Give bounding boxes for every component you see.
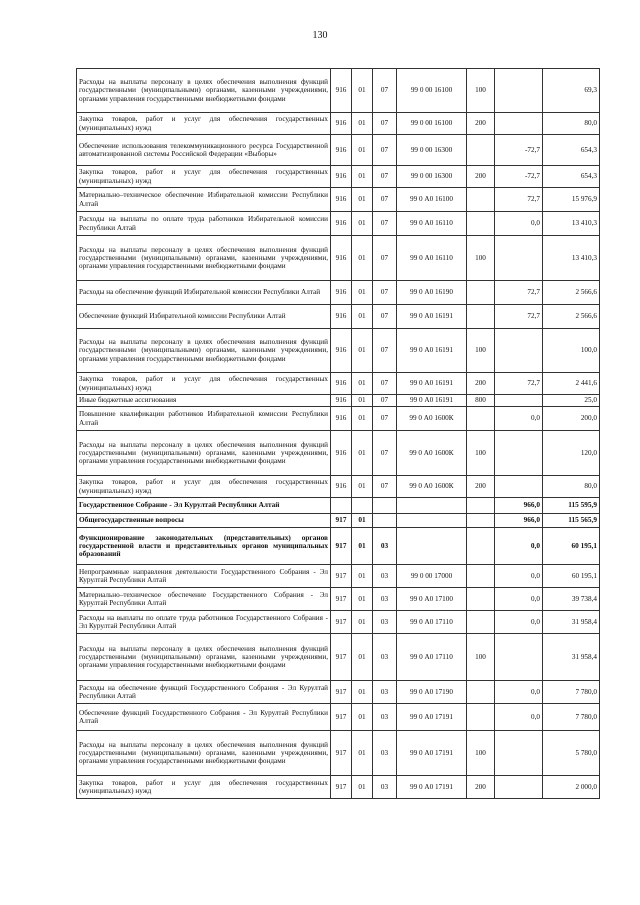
row-vr-cell — [467, 407, 495, 431]
row-change-cell — [495, 431, 543, 476]
row-name-cell: Расходы на выплаты по оплате труда работников Избирательной комиссии Республики Алтай — [77, 212, 331, 236]
table-row — [77, 634, 600, 681]
row-rz-cell: 01 — [352, 188, 373, 212]
budget-table-body — [77, 69, 600, 799]
table-row — [77, 476, 600, 498]
row-ved-cell: 916 — [331, 188, 352, 212]
row-pr-cell: 07 — [373, 113, 397, 135]
table-row — [77, 305, 600, 329]
row-sum-cell: 25,0 — [543, 395, 600, 407]
row-ved-cell: 916 — [331, 166, 352, 188]
row-ved-cell: 917 — [331, 528, 352, 565]
row-pr-cell — [373, 498, 397, 514]
row-vr-cell: 100 — [467, 634, 495, 681]
row-pr-cell: 07 — [373, 236, 397, 281]
row-ved-cell: 917 — [331, 681, 352, 704]
row-sum-cell: 15 976,9 — [543, 188, 600, 212]
row-csr-cell: 99 0 А0 16191 — [397, 373, 467, 395]
row-rz-cell: 01 — [352, 166, 373, 188]
row-rz-cell: 01 — [352, 329, 373, 373]
table-row — [77, 611, 600, 634]
table-row — [77, 731, 600, 776]
row-sum-cell: 13 410,3 — [543, 236, 600, 281]
table-row — [77, 135, 600, 166]
row-vr-cell: 100 — [467, 236, 495, 281]
row-change-cell: 0,0 — [495, 212, 543, 236]
row-change-cell — [495, 113, 543, 135]
row-change-cell: 966,0 — [495, 498, 543, 514]
row-csr-cell: 99 0 00 16100 — [397, 113, 467, 135]
row-change-cell: -72,7 — [495, 166, 543, 188]
row-sum-cell: 2 000,0 — [543, 776, 600, 799]
table-row — [77, 514, 600, 528]
row-pr-cell: 07 — [373, 305, 397, 329]
row-vr-cell — [467, 281, 495, 305]
row-pr-cell: 03 — [373, 776, 397, 799]
table-row — [77, 373, 600, 395]
row-pr-cell: 03 — [373, 588, 397, 611]
row-change-cell — [495, 329, 543, 373]
row-vr-cell: 200 — [467, 776, 495, 799]
row-sum-cell: 80,0 — [543, 476, 600, 498]
table-row — [77, 166, 600, 188]
row-name-cell: Расходы на выплаты персоналу в целях обеспечения выполнения функций государственными (муниципальными) органами, казенными учреждениями, органами управления государственными внебюджетными фондами — [77, 236, 331, 281]
row-csr-cell: 99 0 00 16300 — [397, 135, 467, 166]
row-name-cell: Закупка товаров, работ и услуг для обеспечения государственных (муниципальных) нужд — [77, 776, 331, 799]
row-vr-cell: 100 — [467, 731, 495, 776]
row-ved-cell: 916 — [331, 431, 352, 476]
row-pr-cell: 07 — [373, 166, 397, 188]
table-row — [77, 407, 600, 431]
table-row — [77, 113, 600, 135]
row-pr-cell: 07 — [373, 395, 397, 407]
row-change-cell — [495, 69, 543, 113]
row-pr-cell: 03 — [373, 731, 397, 776]
row-change-cell: 0,0 — [495, 681, 543, 704]
table-row — [77, 188, 600, 212]
row-vr-cell: 200 — [467, 166, 495, 188]
row-csr-cell: 99 0 А0 17110 — [397, 611, 467, 634]
row-rz-cell: 01 — [352, 431, 373, 476]
row-change-cell: 0,0 — [495, 704, 543, 731]
row-sum-cell: 2 566,6 — [543, 305, 600, 329]
row-pr-cell: 03 — [373, 611, 397, 634]
row-vr-cell: 200 — [467, 373, 495, 395]
row-sum-cell: 31 958,4 — [543, 611, 600, 634]
row-sum-cell: 39 738,4 — [543, 588, 600, 611]
row-csr-cell: 99 0 А0 16191 — [397, 305, 467, 329]
row-name-cell: Расходы на выплаты персоналу в целях обеспечения выполнения функций государственными (муниципальными) органами, казенными учреждениями, органами управления государственными внебюджетными фондами — [77, 634, 331, 681]
row-vr-cell — [467, 135, 495, 166]
row-name-cell: Иные бюджетные ассигнования — [77, 395, 331, 407]
row-ved-cell: 917 — [331, 776, 352, 799]
row-csr-cell: 99 0 А0 16100 — [397, 188, 467, 212]
row-ved-cell: 917 — [331, 731, 352, 776]
row-rz-cell: 01 — [352, 69, 373, 113]
row-vr-cell — [467, 611, 495, 634]
row-ved-cell: 916 — [331, 113, 352, 135]
row-pr-cell: 07 — [373, 135, 397, 166]
row-vr-cell — [467, 188, 495, 212]
row-ved-cell — [331, 498, 352, 514]
row-sum-cell: 2 441,6 — [543, 373, 600, 395]
row-sum-cell: 115 565,9 — [543, 514, 600, 528]
table-row — [77, 395, 600, 407]
row-name-cell: Расходы на обеспечение функций Избирательной комиссии Республики Алтай — [77, 281, 331, 305]
row-rz-cell: 01 — [352, 634, 373, 681]
row-csr-cell: 99 0 А0 16191 — [397, 395, 467, 407]
table-row — [77, 69, 600, 113]
row-csr-cell — [397, 498, 467, 514]
row-sum-cell: 654,3 — [543, 166, 600, 188]
row-pr-cell: 03 — [373, 704, 397, 731]
row-name-cell: Расходы на выплаты персоналу в целях обеспечения выполнения функций государственными (муниципальными) органами, казенными учреждениями, органами управления государственными внебюджетными фондами — [77, 329, 331, 373]
row-change-cell: 72,7 — [495, 305, 543, 329]
row-rz-cell: 01 — [352, 565, 373, 588]
row-change-cell: 0,0 — [495, 588, 543, 611]
row-sum-cell: 2 566,6 — [543, 281, 600, 305]
row-name-cell: Расходы на выплаты персоналу в целях обеспечения выполнения функций государственными (муниципальными) органами, казенными учреждениями, органами управления государственными внебюджетными фондами — [77, 731, 331, 776]
row-name-cell: Непрограммные направления деятельности Государственного Собрания - Эл Курултай Республики Алтай — [77, 565, 331, 588]
row-ved-cell: 917 — [331, 634, 352, 681]
row-pr-cell — [373, 514, 397, 528]
row-name-cell: Государственное Собрание - Эл Курултай Республики Алтай — [77, 498, 331, 514]
row-pr-cell: 07 — [373, 69, 397, 113]
row-sum-cell: 5 780,0 — [543, 731, 600, 776]
row-name-cell: Закупка товаров, работ и услуг для обеспечения государственных (муниципальных) нужд — [77, 373, 331, 395]
row-ved-cell: 917 — [331, 565, 352, 588]
row-vr-cell: 200 — [467, 476, 495, 498]
row-change-cell — [495, 395, 543, 407]
row-sum-cell: 13 410,3 — [543, 212, 600, 236]
row-rz-cell: 01 — [352, 135, 373, 166]
row-vr-cell — [467, 528, 495, 565]
row-change-cell: 72,7 — [495, 281, 543, 305]
row-vr-cell — [467, 681, 495, 704]
row-sum-cell: 69,3 — [543, 69, 600, 113]
row-sum-cell: 115 595,9 — [543, 498, 600, 514]
row-rz-cell: 01 — [352, 681, 373, 704]
row-vr-cell: 100 — [467, 69, 495, 113]
row-pr-cell: 03 — [373, 528, 397, 565]
row-change-cell: 0,0 — [495, 565, 543, 588]
row-pr-cell: 07 — [373, 476, 397, 498]
row-ved-cell: 916 — [331, 69, 352, 113]
row-sum-cell: 31 958,4 — [543, 634, 600, 681]
row-csr-cell — [397, 514, 467, 528]
row-csr-cell: 99 0 А0 16190 — [397, 281, 467, 305]
row-name-cell: Общегосударственные вопросы — [77, 514, 331, 528]
row-csr-cell: 99 0 А0 17110 — [397, 634, 467, 681]
row-change-cell — [495, 476, 543, 498]
row-change-cell — [495, 731, 543, 776]
row-ved-cell: 916 — [331, 135, 352, 166]
row-pr-cell: 03 — [373, 565, 397, 588]
row-change-cell: 0,0 — [495, 611, 543, 634]
row-ved-cell: 916 — [331, 395, 352, 407]
row-pr-cell: 07 — [373, 188, 397, 212]
row-csr-cell: 99 0 А0 17100 — [397, 588, 467, 611]
row-csr-cell: 99 0 А0 1600К — [397, 407, 467, 431]
row-ved-cell: 916 — [331, 407, 352, 431]
row-change-cell: 72,7 — [495, 373, 543, 395]
row-pr-cell: 07 — [373, 281, 397, 305]
row-change-cell: 0,0 — [495, 407, 543, 431]
row-change-cell — [495, 634, 543, 681]
row-vr-cell: 100 — [467, 329, 495, 373]
row-csr-cell: 99 0 А0 16110 — [397, 212, 467, 236]
row-pr-cell: 07 — [373, 329, 397, 373]
row-name-cell: Обеспечение использования телекоммуникационного ресурса Государственной автоматизированной системы Российской Федерации «Выборы» — [77, 135, 331, 166]
row-rz-cell: 01 — [352, 704, 373, 731]
row-ved-cell: 916 — [331, 281, 352, 305]
row-ved-cell: 916 — [331, 329, 352, 373]
table-row — [77, 588, 600, 611]
row-vr-cell — [467, 588, 495, 611]
row-ved-cell: 917 — [331, 611, 352, 634]
row-name-cell: Обеспечение функций Государственного Собрания - Эл Курултай Республики Алтай — [77, 704, 331, 731]
row-csr-cell: 99 0 А0 17191 — [397, 704, 467, 731]
row-vr-cell — [467, 704, 495, 731]
table-row — [77, 681, 600, 704]
row-pr-cell: 07 — [373, 431, 397, 476]
row-csr-cell: 99 0 А0 16110 — [397, 236, 467, 281]
row-sum-cell: 100,0 — [543, 329, 600, 373]
budget-table — [76, 68, 600, 799]
row-ved-cell: 917 — [331, 704, 352, 731]
row-name-cell: Закупка товаров, работ и услуг для обеспечения государственных (муниципальных) нужд — [77, 113, 331, 135]
row-name-cell: Расходы на выплаты персоналу в целях обеспечения выполнения функций государственными (муниципальными) органами, казенными учреждениями, органами управления государственными внебюджетными фондами — [77, 69, 331, 113]
row-vr-cell — [467, 565, 495, 588]
row-pr-cell: 03 — [373, 634, 397, 681]
table-row — [77, 498, 600, 514]
row-ved-cell: 917 — [331, 514, 352, 528]
row-sum-cell: 7 780,0 — [543, 704, 600, 731]
page-number: 130 — [312, 30, 328, 41]
row-name-cell: Материально–техническое обеспечение Государственного Собрания - Эл Курултай Республики Алтай — [77, 588, 331, 611]
row-rz-cell: 01 — [352, 476, 373, 498]
row-ved-cell: 916 — [331, 476, 352, 498]
row-ved-cell: 917 — [331, 588, 352, 611]
row-rz-cell: 01 — [352, 212, 373, 236]
row-sum-cell: 200,0 — [543, 407, 600, 431]
row-rz-cell — [352, 498, 373, 514]
row-csr-cell: 99 0 А0 1600К — [397, 476, 467, 498]
row-vr-cell — [467, 498, 495, 514]
table-row — [77, 212, 600, 236]
row-name-cell: Обеспечение функций Избирательной комиссии Республики Алтай — [77, 305, 331, 329]
row-change-cell: 0,0 — [495, 528, 543, 565]
row-ved-cell: 916 — [331, 373, 352, 395]
row-rz-cell: 01 — [352, 407, 373, 431]
row-pr-cell: 07 — [373, 407, 397, 431]
row-sum-cell: 7 780,0 — [543, 681, 600, 704]
row-pr-cell: 07 — [373, 212, 397, 236]
row-vr-cell — [467, 305, 495, 329]
row-name-cell: Функционирование законодательных (представительных) органов государственной власти и представительных органов муниципальных образований — [77, 528, 331, 565]
row-rz-cell: 01 — [352, 588, 373, 611]
row-csr-cell — [397, 528, 467, 565]
row-rz-cell: 01 — [352, 395, 373, 407]
row-pr-cell: 03 — [373, 681, 397, 704]
row-vr-cell: 200 — [467, 113, 495, 135]
row-rz-cell: 01 — [352, 528, 373, 565]
table-row — [77, 236, 600, 281]
table-row — [77, 329, 600, 373]
row-ved-cell: 916 — [331, 236, 352, 281]
row-csr-cell: 99 0 А0 17190 — [397, 681, 467, 704]
table-row — [77, 528, 600, 565]
row-sum-cell: 120,0 — [543, 431, 600, 476]
row-csr-cell: 99 0 00 16300 — [397, 166, 467, 188]
row-change-cell — [495, 776, 543, 799]
row-rz-cell: 01 — [352, 776, 373, 799]
row-pr-cell: 07 — [373, 373, 397, 395]
row-change-cell — [495, 236, 543, 281]
row-vr-cell — [467, 514, 495, 528]
row-name-cell: Расходы на выплаты персоналу в целях обеспечения выполнения функций государственными (муниципальными) органами, казенными учреждениями, органами управления государственными внебюджетными фондами — [77, 431, 331, 476]
table-row — [77, 704, 600, 731]
row-vr-cell: 100 — [467, 431, 495, 476]
row-sum-cell: 60 195,1 — [543, 565, 600, 588]
row-change-cell: 966,0 — [495, 514, 543, 528]
row-rz-cell: 01 — [352, 236, 373, 281]
row-csr-cell: 99 0 А0 17191 — [397, 776, 467, 799]
row-sum-cell: 60 195,1 — [543, 528, 600, 565]
row-rz-cell: 01 — [352, 113, 373, 135]
row-rz-cell: 01 — [352, 514, 373, 528]
row-rz-cell: 01 — [352, 611, 373, 634]
row-rz-cell: 01 — [352, 373, 373, 395]
row-name-cell: Расходы на выплаты по оплате труда работников Государственного Собрания - Эл Курултай Республики Алтай — [77, 611, 331, 634]
row-rz-cell: 01 — [352, 731, 373, 776]
table-row — [77, 776, 600, 799]
row-name-cell: Закупка товаров, работ и услуг для обеспечения государственных (муниципальных) нужд — [77, 166, 331, 188]
row-sum-cell: 80,0 — [543, 113, 600, 135]
row-name-cell: Расходы на обеспечение функций Государственного Собрания - Эл Курултай Республики Алтай — [77, 681, 331, 704]
row-csr-cell: 99 0 00 16100 — [397, 69, 467, 113]
row-csr-cell: 99 0 00 17000 — [397, 565, 467, 588]
row-csr-cell: 99 0 А0 1600К — [397, 431, 467, 476]
row-vr-cell: 800 — [467, 395, 495, 407]
row-rz-cell: 01 — [352, 305, 373, 329]
row-vr-cell — [467, 212, 495, 236]
row-change-cell: -72,7 — [495, 135, 543, 166]
row-name-cell: Повышение квалификации работников Избирательной комиссии Республики Алтай — [77, 407, 331, 431]
row-csr-cell: 99 0 А0 17191 — [397, 731, 467, 776]
table-row — [77, 281, 600, 305]
table-row — [77, 431, 600, 476]
table-row — [77, 565, 600, 588]
row-name-cell: Закупка товаров, работ и услуг для обеспечения государственных (муниципальных) нужд — [77, 476, 331, 498]
row-name-cell: Материально–техническое обеспечение Избирательной комиссии Республики Алтай — [77, 188, 331, 212]
row-ved-cell: 916 — [331, 212, 352, 236]
row-rz-cell: 01 — [352, 281, 373, 305]
row-csr-cell: 99 0 А0 16191 — [397, 329, 467, 373]
row-change-cell: 72,7 — [495, 188, 543, 212]
row-ved-cell: 916 — [331, 305, 352, 329]
row-sum-cell: 654,3 — [543, 135, 600, 166]
